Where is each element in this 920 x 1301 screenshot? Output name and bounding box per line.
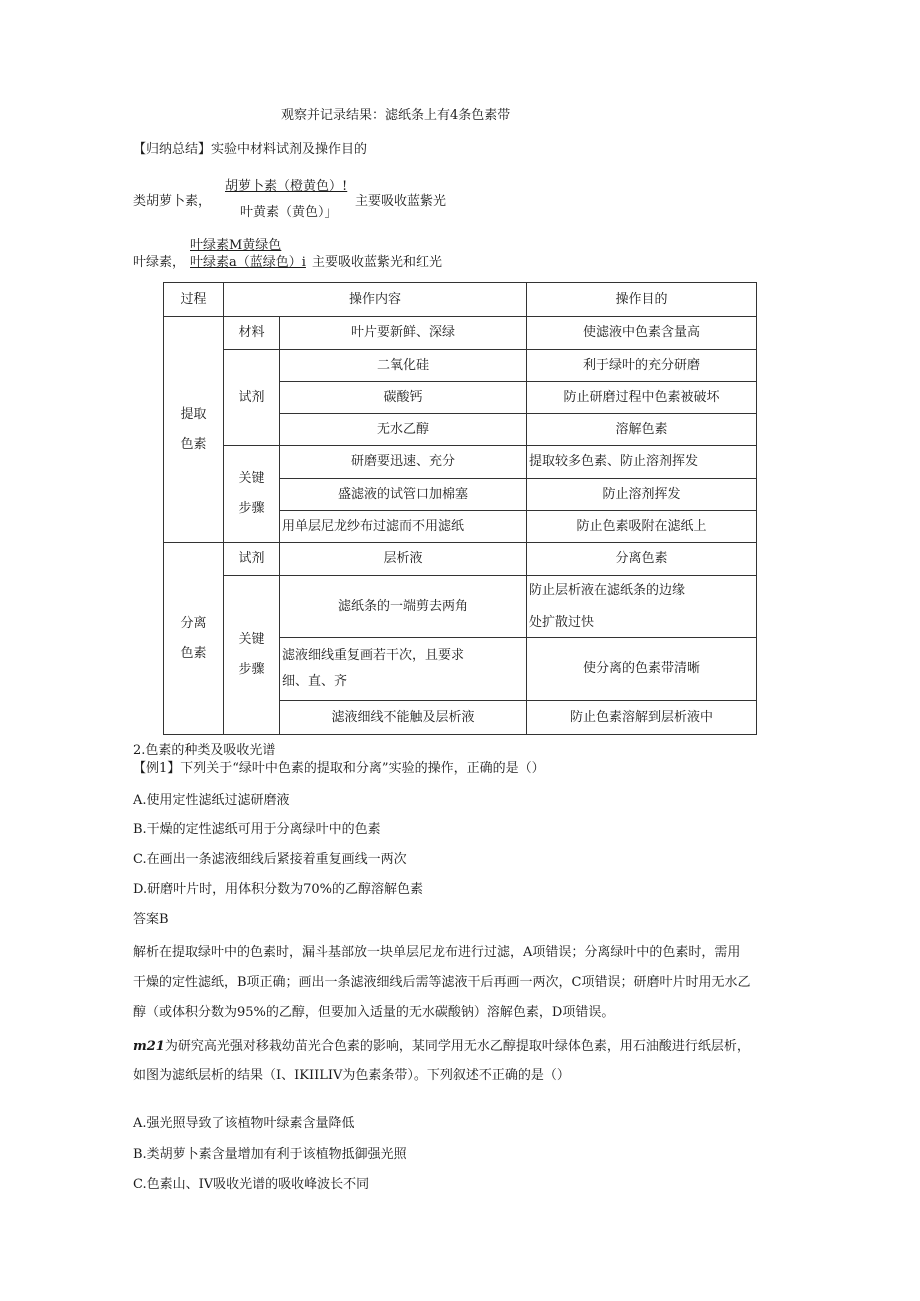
carotenoid-label: 类胡萝卜素， <box>133 194 212 209</box>
xanthophyll-item: 叶黄素（黄色）」 <box>240 205 338 220</box>
table-row: 盛滤液的试管口加棉塞 <box>280 479 527 511</box>
example1-analysis-line: 干燥的定性滤纸，B项正确；画出一条滤液细线后需等滤液干后再画一两次，C项错误；研磨叶片时用无水乙 <box>133 975 751 990</box>
table-row: 分离色素 <box>527 543 757 576</box>
table-row: 滤液细线不能触及层析液 <box>280 701 527 735</box>
table-row: 防止研磨过程中色素被破坏 <box>527 382 757 414</box>
example1-analysis-line: 解析在提取绿叶中的色素时，漏斗基部放一块单层尼龙布进行过滤，A项错误；分离绿叶中的色素时，需用 <box>133 945 741 960</box>
table-row: 层析液 <box>280 543 527 576</box>
table-row: 溶解色素 <box>527 414 757 446</box>
header-process: 过程 <box>164 283 224 317</box>
example1-answer: 答案B <box>133 912 169 927</box>
table-row: 二氧化硅 <box>280 350 527 382</box>
carotene-item: 胡萝卜素（橙黄色）! <box>225 179 348 194</box>
table-row: 用单层尼龙纱布过滤而不用滤纸 <box>280 511 527 543</box>
chlorophyll-label: 叶绿素， <box>133 255 186 270</box>
table-row: 叶片要新鲜、深绿 <box>280 317 527 350</box>
table-row: 利于绿叶的充分研磨 <box>527 350 757 382</box>
reagent-label-2: 试剂 <box>224 543 280 576</box>
materials-table <box>163 282 757 735</box>
carotenoid-absorb: 主要吸收蓝紫光 <box>355 194 447 209</box>
example1-option-b: B.干燥的定性滤纸可用于分离绿叶中的色素 <box>133 822 381 837</box>
example2-question: m21为研究高光强对移栽幼苗光合色素的影响，某同学用无水乙醇提取叶绿体色素，用石油酸进行纸层析， <box>133 1039 750 1054</box>
table-row: 防止色素吸附在滤纸上 <box>527 511 757 543</box>
reagent-label: 试剂 <box>224 350 280 446</box>
example2-option-c: C.色素山、IV吸收光谱的吸收峰波长不同 <box>133 1177 370 1192</box>
key-steps-label-2: 关键 步骤 <box>224 576 280 735</box>
example1-option-d: D.研磨叶片时，用体积分数为70%的乙醇溶解色素 <box>133 882 423 897</box>
example1-option-c: C.在画出一条滤液细线后紧接着重复画线一两次 <box>133 852 407 867</box>
observe-result: 观察并记录结果：滤纸条上有4条色素带 <box>281 108 511 123</box>
table-row: 防止溶剂挥发 <box>527 479 757 511</box>
example2-option-a: A.强光照导致了该植物叶绿素含量降低 <box>133 1116 355 1131</box>
table-row: 使滤液中色素含量高 <box>527 317 757 350</box>
header-purpose: 操作目的 <box>527 283 757 317</box>
example2-option-b: B.类胡萝卜素含量增加有利于该植物抵御强光照 <box>133 1147 407 1162</box>
header-content: 操作内容 <box>224 283 527 317</box>
section-heading: 2.色素的种类及吸收光谱 <box>133 743 276 758</box>
table-row: 无水乙醇 <box>280 414 527 446</box>
example1-question: 【例1】下列关于“绿叶中色素的提取和分离”实验的操作，正确的是（） <box>133 761 545 776</box>
table-row: 防止色素溶解到层析液中 <box>527 701 757 735</box>
example1-analysis-line: 醇（或体积分数为95%的乙醇，但要加入适量的无水碳酸钠）溶解色素，D项错误。 <box>133 1005 615 1020</box>
table-row: 滤液细线重复画若干次，且要求 细、直、齐 <box>280 638 527 701</box>
table-row: 滤纸条的一端剪去两角 <box>280 576 527 638</box>
table-row: 提取较多色素、防止溶剂挥发 <box>527 446 757 479</box>
table-row: 碳酸钙 <box>280 382 527 414</box>
key-steps-label: 关键 步骤 <box>224 446 280 543</box>
summary-title: 【归纳总结】实验中材料试剂及操作目的 <box>133 142 368 157</box>
chlorophyll-absorb: 主要吸收蓝紫光和红光 <box>312 255 443 270</box>
table-row: 研磨要迅速、充分 <box>280 446 527 479</box>
table-row: 使分离的色素带清晰 <box>527 638 757 701</box>
example2-question-cont: 如图为滤纸层析的结果（I、IKIILIV为色素条带）。下列叙述不正确的是（） <box>133 1068 570 1083</box>
extract-label: 提取 色素 <box>164 317 224 543</box>
chlorophyll-a-item: 叶绿素a（蓝绿色）i <box>190 255 306 270</box>
chlorophyll-b-item: 叶绿素M黄绿色 <box>190 238 282 253</box>
separate-label: 分离 色素 <box>164 543 224 735</box>
example1-option-a: A.使用定性滤纸过滤研磨液 <box>133 793 290 808</box>
material-label: 材料 <box>224 317 280 350</box>
table-row: 防止层析液在滤纸条的边缘 处扩散过快 <box>527 576 757 638</box>
